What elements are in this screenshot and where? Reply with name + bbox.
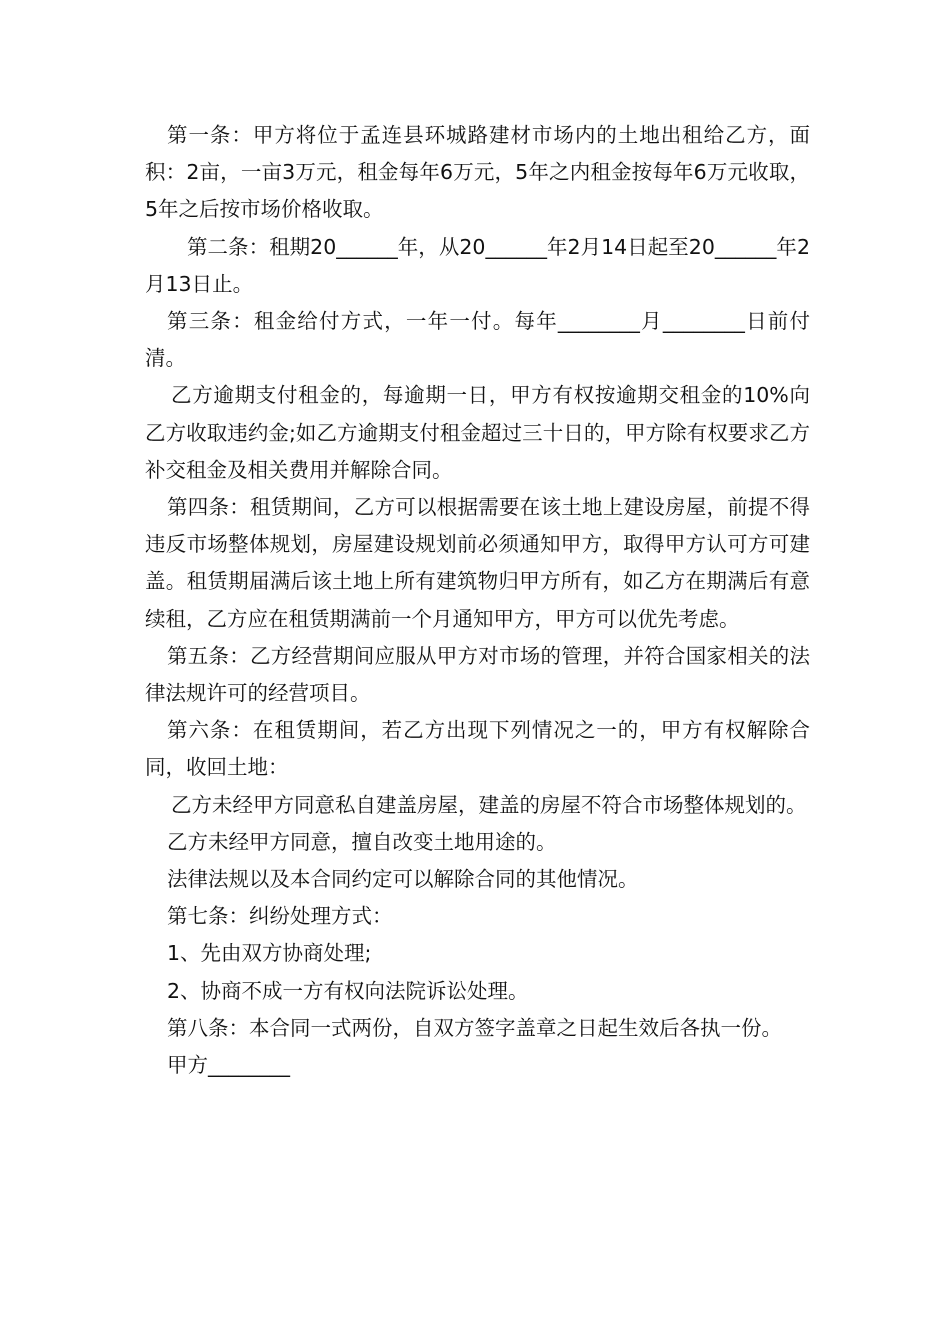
clause-6: 第六条：在租赁期间，若乙方出现下列情况之一的，甲方有权解除合同，收回土地： <box>145 718 810 780</box>
clause-3-penalty: 乙方逾期支付租金的，每逾期一日，甲方有权按逾期交租金的10%向乙方收取违约金;如乙方逾期支付租金超过三十日的，甲方除有权要求乙方补交租金及相关费用并解除合同。 <box>145 383 810 482</box>
clause-4: 第四条：租赁期间，乙方可以根据需要在该土地上建设房屋，前提不得违反市场整体规划，房屋建设规划前必须通知甲方，取得甲方认可方可建盖。租赁期届满后该土地上所有建筑物归甲方所有，如乙方在期满后有意续租，乙方应在租赁期满前一个月通知甲方，甲方可以优先考虑。 <box>145 495 810 631</box>
contract-body <box>145 117 810 1084</box>
clause-6-item-2: 乙方未经甲方同意，擅自改变土地用途的。 <box>167 829 557 854</box>
clause-6-item-1: 乙方未经甲方同意私自建盖房屋，建盖的房屋不符合市场整体规划的。 <box>171 792 807 817</box>
clause-7-item-2: 2、协商不成一方有权向法院诉讼处理。 <box>167 978 529 1003</box>
clause-7-item-1: 1、先由双方协商处理; <box>167 941 372 966</box>
clause-6-item-3: 法律法规以及本合同约定可以解除合同的其他情况。 <box>167 867 639 892</box>
clause-5: 第五条：乙方经营期间应服从甲方对市场的管理，并符合国家相关的法律法规许可的经营项目。 <box>145 643 810 706</box>
clause-1: 第一条：甲方将位于孟连县环城路建材市场内的土地出租给乙方，面积：2亩，一亩3万元，租金每年6万元，5年之内租金按每年6万元收取，5年之后按市场价格收取。 <box>145 123 810 222</box>
clause-8: 第八条：本合同一式两份，自双方签字盖章之日起生效后各执一份。 <box>167 1015 782 1040</box>
clause-2: 第二条：租期20______年，从20______年2月14日起至20______年2月13日止。 <box>145 234 810 296</box>
clause-3: 第三条：租金给付方式，一年一付。每年________月________日前付清。 <box>145 309 810 371</box>
party-a-signature-line: 甲方________ <box>167 1053 290 1078</box>
clause-7: 第七条：纠纷处理方式： <box>167 904 393 929</box>
